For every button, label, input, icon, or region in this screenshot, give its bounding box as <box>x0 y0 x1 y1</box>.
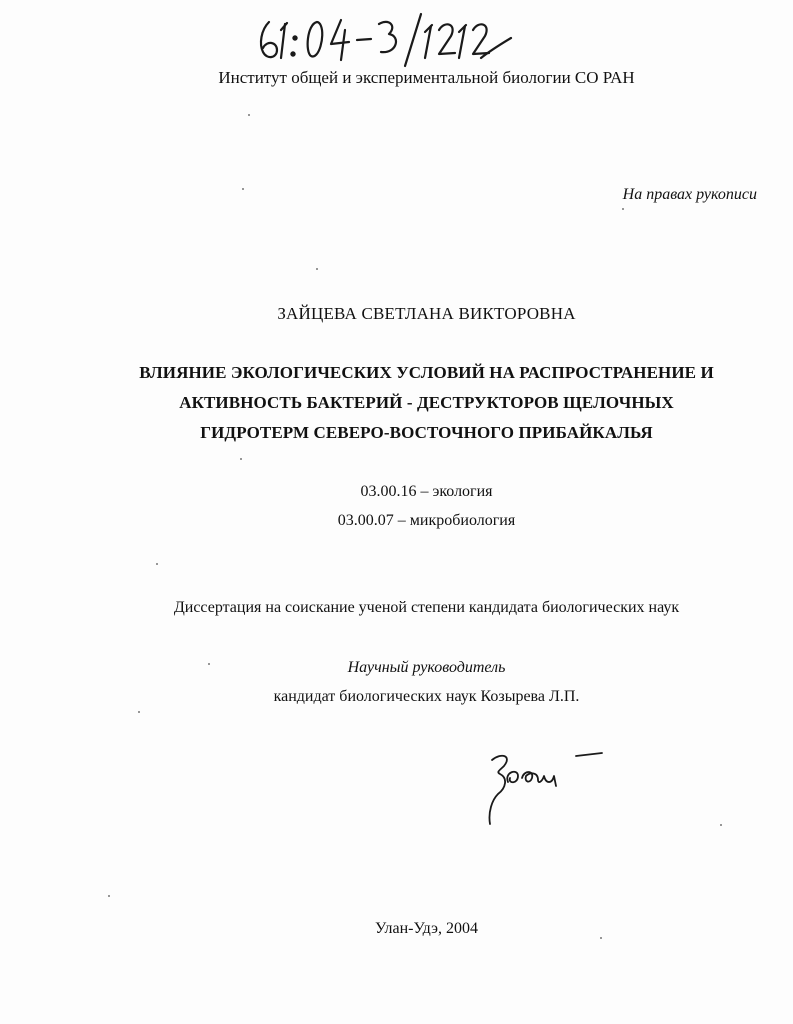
scan-speck <box>240 458 242 460</box>
scan-speck <box>248 114 250 116</box>
scan-speck <box>156 563 158 565</box>
scan-speck <box>208 663 210 665</box>
handwritten-archive-code <box>255 8 515 72</box>
scan-speck <box>622 208 624 210</box>
advisor-label: Научный руководитель <box>347 659 506 676</box>
specialty-microbiology: 03.00.07 – микробиология <box>337 512 516 529</box>
degree-statement: Диссертация на соискание ученой степени кандидата биологических наук <box>173 599 680 616</box>
title-line-2: АКТИВНОСТЬ БАКТЕРИЙ - ДЕСТРУКТОРОВ ЩЕЛОЧНЫХ <box>179 393 674 412</box>
scan-speck <box>316 268 318 270</box>
title-line-3: ГИДРОТЕРМ СЕВЕРО-ВОСТОЧНОГО ПРИБАЙКАЛЬЯ <box>200 423 653 442</box>
author-name: ЗАЙЦЕВА СВЕТЛАНА ВИКТОРОВНА <box>277 304 576 323</box>
scan-speck <box>138 711 140 713</box>
rights-note: На правах рукописи <box>622 186 757 203</box>
handwritten-signature <box>478 742 618 832</box>
scan-speck <box>600 937 602 939</box>
scan-speck <box>720 824 722 826</box>
specialty-ecology: 03.00.16 – экология <box>360 483 493 500</box>
scan-speck <box>108 895 110 897</box>
advisor-name: кандидат биологических наук Козырева Л.П. <box>273 688 580 705</box>
scan-speck <box>242 188 244 190</box>
institute-name: Институт общей и экспериментальной биологии СО РАН <box>218 68 635 87</box>
city-year: Улан-Удэ, 2004 <box>375 920 478 937</box>
title-line-1: ВЛИЯНИЕ ЭКОЛОГИЧЕСКИХ УСЛОВИЙ НА РАСПРОСТРАНЕНИЕ И <box>139 363 714 382</box>
